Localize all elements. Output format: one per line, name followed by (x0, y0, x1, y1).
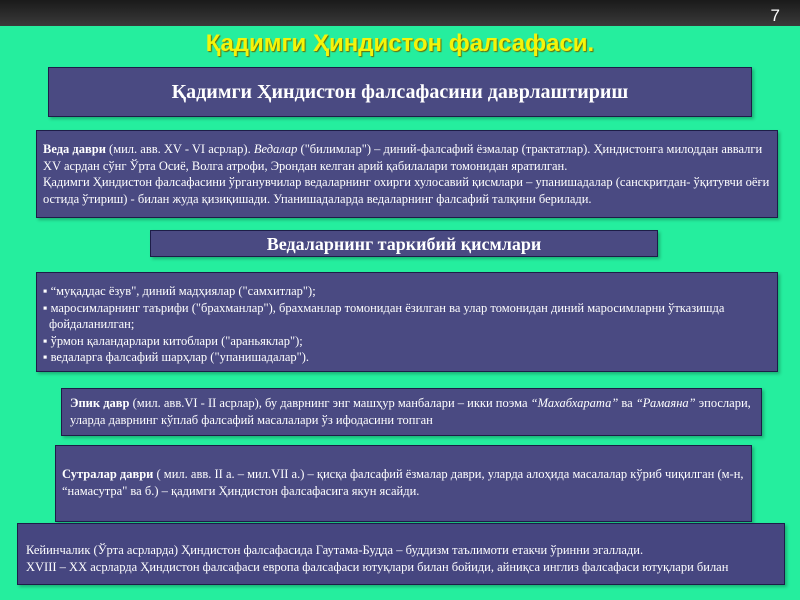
veda-text-1: (мил. авв. XV - VI асрлар). (105, 142, 254, 156)
epic-text-2: ва (618, 396, 636, 410)
later-text-2: XVIII – XX асрларда Ҳиндистон фалсафаси европа фалсафаси ютуқлари билан бойиди, айниқса инглиз фалсафаси ютуқлари билан (26, 559, 729, 574)
heading-periodization: Қадимги Ҳиндистон фалсафасини даврлаштириш (48, 67, 752, 117)
epic-text-1: (мил. авв.VI - II асрлар), бу даврнинг энг машҳур манбалари – икки поэма (129, 396, 531, 410)
list-item: ▪ ведаларга фалсафий шарҳлар ("упанишадалар"). (43, 349, 771, 366)
list-item: ▪ “муқаддас ёзув", диний мадҳиялар ("самхитлар"); (43, 283, 771, 300)
veda-text-2: ("билимлар") – диний-фалсафий ёзмалар (трактатлар). Ҳиндистонга милоддан аввалги XV асрдан сўнг Ўрта Осиё, Волга атрофи, Эрондан келган арий қабилалари томонидан яратилган. (43, 142, 763, 173)
epic-term: Эпик давр (70, 396, 130, 410)
slide-number: 7 (770, 6, 780, 25)
heading-veda-parts: Ведаларнинг таркибий қисмлари (150, 230, 658, 257)
list-item: ▪ ўрмон қаландарлари китоблари ("араньяклар"); (43, 333, 771, 350)
sutra-term: Сутралар даври (62, 467, 154, 481)
list-item-continuation: фойдаланилган; (49, 317, 135, 331)
later-period-box (17, 523, 785, 585)
slide-title: Қадимги Ҳиндистон фалсафаси. (205, 30, 595, 57)
epic-text-3: эпослари, уларда даврнинг кўплаб фалсафий масалалари ўз ифодасини топган (70, 396, 751, 427)
veda-text-3: Қадимги Ҳиндистон фалсафасини ўрганувчилар ведаларнинг охирги хулосавий қисмлари – упанишадалар (санскритдан- ўқитувчи оёғи остида ўтириш) - билан жуда қизиқишади. Упанишадаларда ведаларнинг фалсафий талқини берилади. (43, 175, 770, 206)
epic-period-box (61, 388, 762, 436)
top-bar (0, 0, 800, 26)
veda-period-box (36, 130, 778, 218)
poem-ramayana: “Рамаяна” (635, 396, 696, 410)
poem-mahabharata: “Махабхарата” (530, 396, 619, 410)
sutra-text: ( мил. авв. II а. – мил.VII а.) – қисқа фалсафий ёзмалар даври, уларда алоҳида масалалар кўриб чиқилган (м-н, “намасутра" ва б.) – қадимги Ҳиндистон фалсафасига якун ясайди. (62, 467, 744, 498)
veda-term: Веда даври (43, 142, 106, 156)
later-text-1: Кейинчалик (Ўрта асрларда) Ҳиндистон фалсафасида Гаутама-Будда – буддизм таълимоти етакчи ўринни эгаллади. (26, 543, 644, 557)
veda-italic: Ведалар (253, 142, 298, 156)
veda-parts-box (36, 272, 778, 372)
list-item: ▪ маросимларнинг таърифи ("брахманлар"), брахманлар томонидан ёзилган ва улар томонидан диний маросимларни ўтказишда (43, 300, 771, 317)
sutra-period-box (55, 445, 752, 522)
